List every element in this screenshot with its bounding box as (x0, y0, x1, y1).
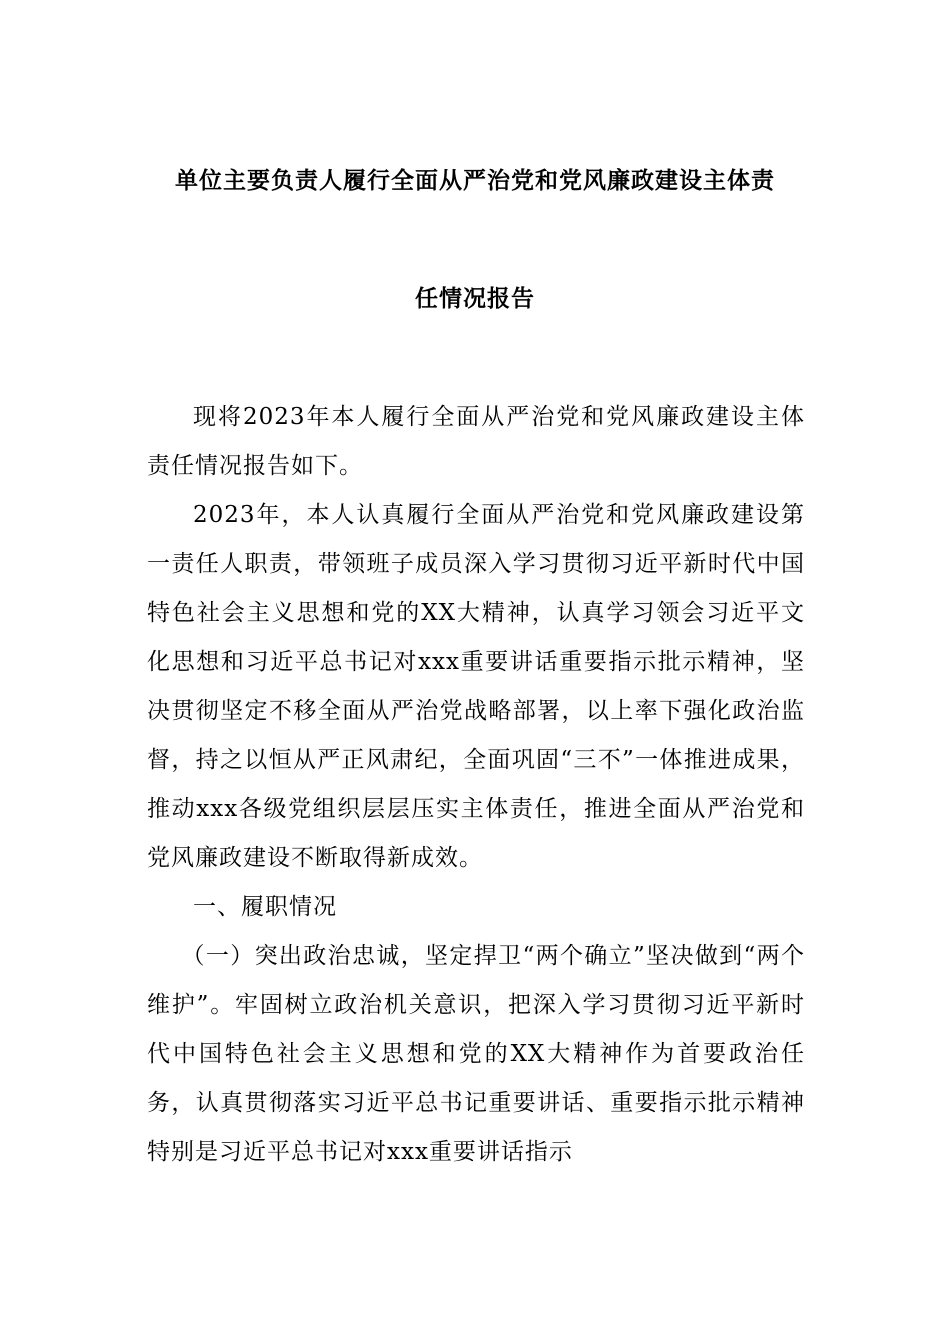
paragraph-intro: 现将2023年本人履行全面从严治党和党风廉政建设主体责任情况报告如下。 (147, 404, 805, 479)
section-1-subsection-1: （一）突出政治忠诚，坚定捍卫“两个确立”坚决做到“两个维护”。牢固树立政治机关意识，把深入学习贯彻习近平新时代中国特色社会主义思想和党的XX大精神作为首要政治任务，认真贯彻落实习近平总书记重要讲话、重要指示批示精神特别是习近平总书记对xxx重要讲话指示 (147, 943, 805, 1165)
document-body (147, 393, 805, 1177)
document-title-line-2: 任情况报告 (415, 286, 535, 312)
paragraph-overview: 2023年，本人认真履行全面从严治党和党风廉政建设第一责任人职责，带领班子成员深入学习贯彻习近平新时代中国特色社会主义思想和党的XX大精神，认真学习领会习近平文化思想和习近平总书记对xxx重要讲话重要指示批示精神，坚决贯彻坚定不移全面从严治党战略部署，以上率下强化政治监督，持之以恒从严正风肃纪，全面巩固“三不”一体推进成果，推动xxx各级党组织层层压实主体责任，推进全面从严治党和党风廉政建设不断取得新成效。 (147, 502, 805, 871)
section-heading-1: 一、履职情况 (193, 894, 337, 920)
document-title-line-1: 单位主要负责人履行全面从严治党和党风廉政建设主体责 (175, 168, 775, 194)
